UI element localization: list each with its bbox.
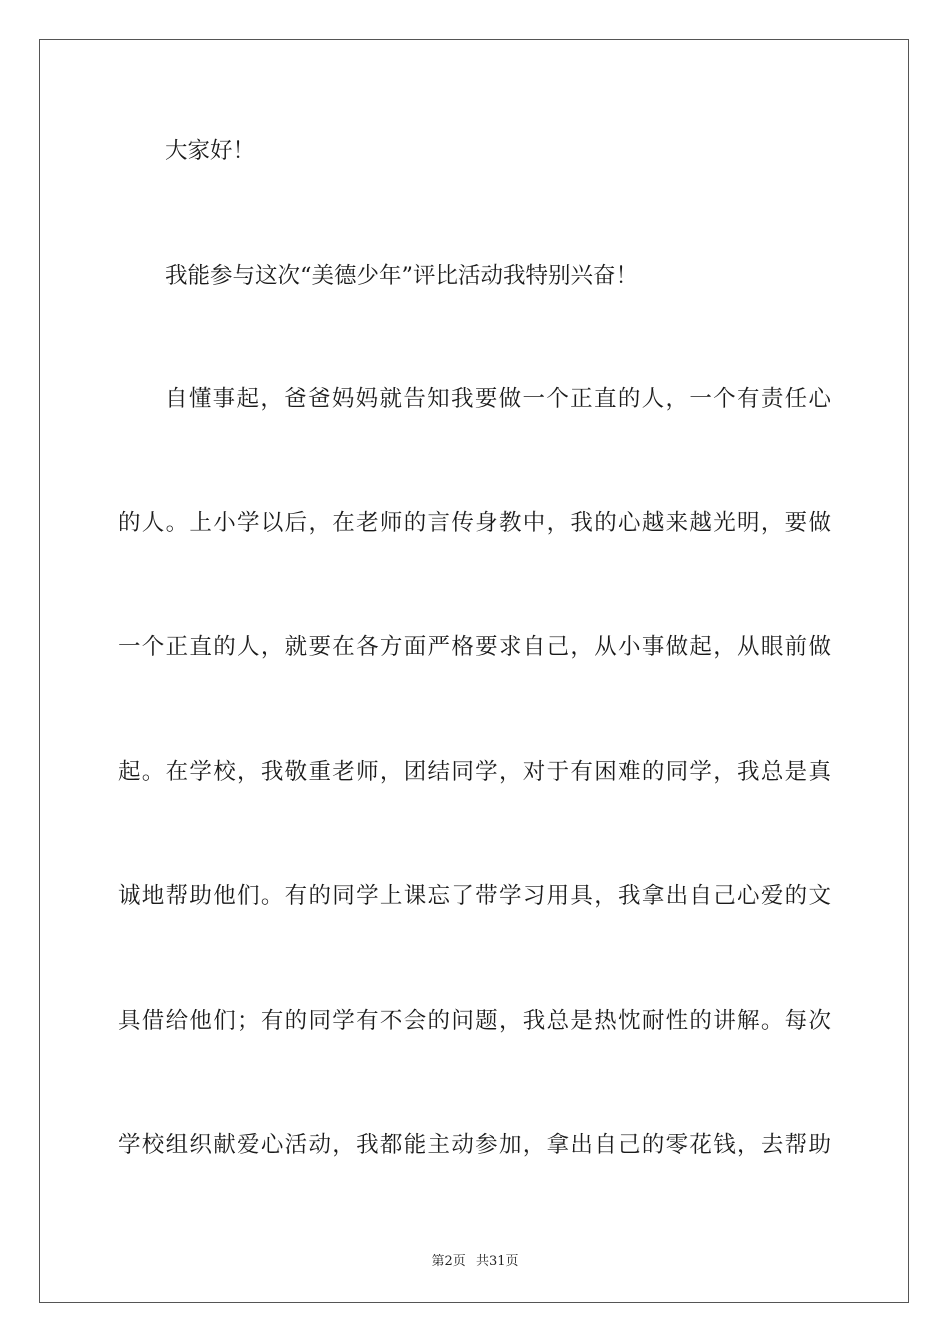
paragraph-line: 学校组织献爱心活动，我都能主动参加，拿出自己的零花钱，去帮助 bbox=[118, 1132, 831, 1158]
paragraph-line: 我能参与这次“美德少年”评比活动我特别兴奋！ bbox=[165, 263, 639, 289]
paragraph-line: 具借给他们；有的同学有不会的问题，我总是热忱耐性的讲解。每次 bbox=[118, 1008, 831, 1034]
paragraph-line: 的人。上小学以后，在老师的言传身教中，我的心越来越光明，要做 bbox=[118, 510, 831, 536]
paragraph-line: 自懂事起，爸爸妈妈就告知我要做一个正直的人，一个有责任心 bbox=[165, 386, 831, 412]
page-footer bbox=[0, 1250, 950, 1269]
total-pages: 共31页 bbox=[475, 1254, 519, 1269]
page-number: 第2页 bbox=[431, 1254, 466, 1269]
paragraph-line: 大家好！ bbox=[165, 138, 256, 164]
paragraph-line: 起。在学校，我敬重老师，团结同学，对于有困难的同学，我总是真 bbox=[118, 759, 831, 785]
paragraph-line: 一个正直的人，就要在各方面严格要求自己，从小事做起，从眼前做 bbox=[118, 634, 831, 660]
paragraph-line: 诚地帮助他们。有的同学上课忘了带学习用具，我拿出自己心爱的文 bbox=[118, 883, 831, 909]
page-border bbox=[39, 39, 909, 1303]
